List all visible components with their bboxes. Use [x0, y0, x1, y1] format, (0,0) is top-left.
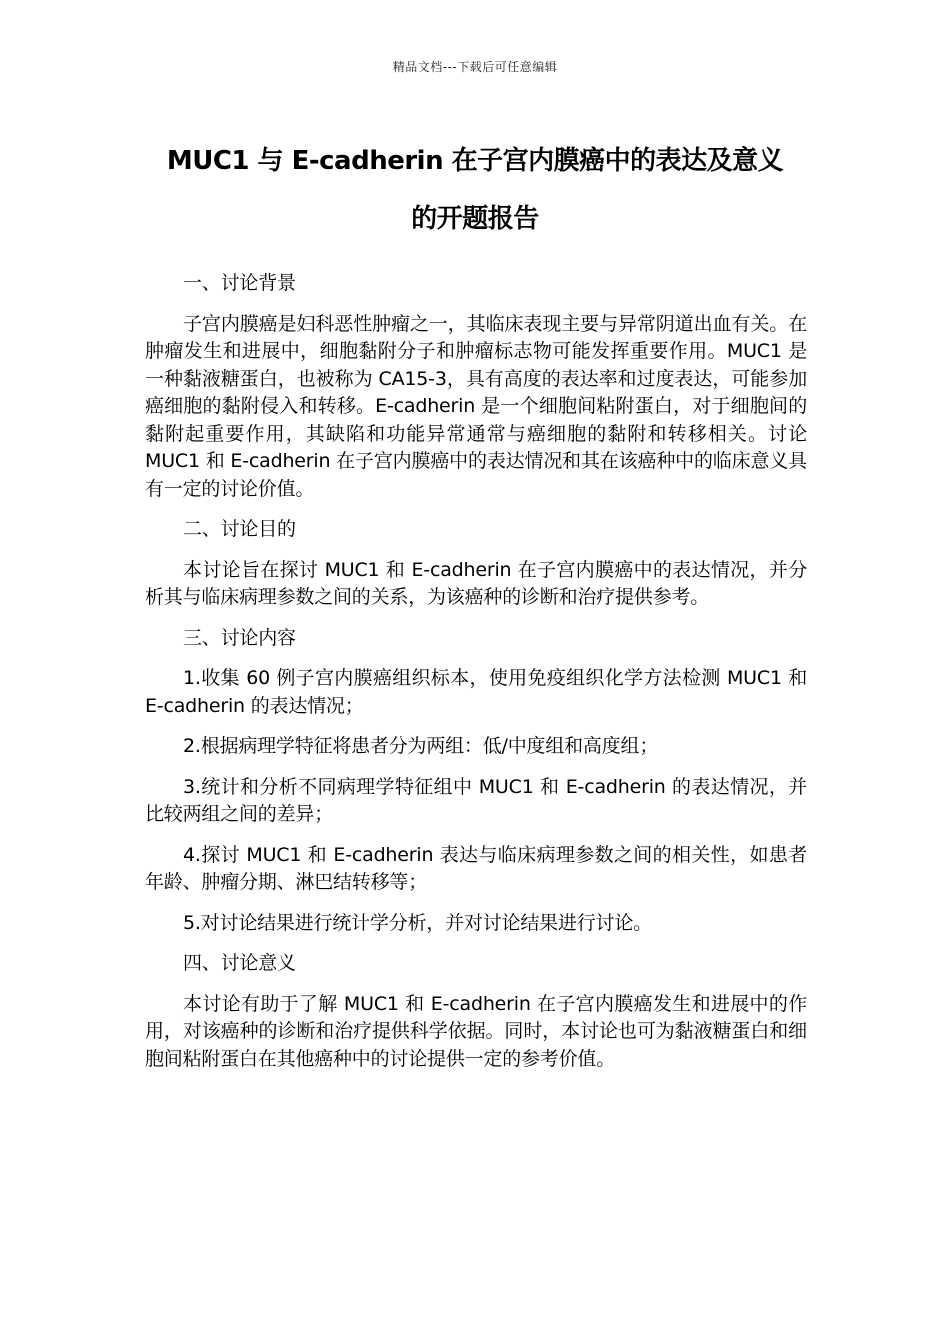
document-title-line-2: 的开题报告 — [411, 204, 539, 234]
content-item-5: 5.对讨论结果进行统计学分析，并对讨论结果进行讨论。 — [183, 911, 652, 934]
header-note: 精品文档---下载后可任意编辑 — [392, 60, 558, 74]
document-body — [145, 270, 807, 1086]
content-item-4: 4.探讨 MUC1 和 E-cadherin 表达与临床病理参数之间的相关性，如患者年龄、肿瘤分期、淋巴结转移等； — [145, 843, 807, 893]
paragraph-significance: 本讨论有助于了解 MUC1 和 E-cadherin 在子宫内膜癌发生和进展中的作用，对该癌种的诊断和治疗提供科学依据。同时，本讨论也可为黏液糖蛋白和细胞间粘附蛋白在其他癌种中的讨论提供一定的参考价值。 — [145, 992, 807, 1070]
paragraph-background: 子宫内膜癌是妇科恶性肿瘤之一，其临床表现主要与异常阴道出血有关。在肿瘤发生和进展中，细胞黏附分子和肿瘤标志物可能发挥重要作用。MUC1 是一种黏液糖蛋白，也被称为 CA15-3，具有高度的表达率和过度表达，可能参加癌细胞的黏附侵入和转移。E-cadherin 是一个细胞间粘附蛋白，对于细胞间的黏附起重要作用，其缺陷和功能异常通常与癌细胞的黏附和转移相关。讨论 MUC1 和 E-cadherin 在子宫内膜癌中的表达情况和其在该癌种中的临床意义具有一定的讨论价值。 — [145, 312, 807, 500]
section-heading-significance: 四、讨论意义 — [183, 952, 296, 974]
section-heading-background: 一、讨论背景 — [183, 272, 296, 294]
document-title — [120, 132, 830, 248]
content-item-2: 2.根据病理学特征将患者分为两组：低/中度组和高度组； — [183, 735, 659, 757]
content-item-1: 1.收集 60 例子宫内膜癌组织标本，使用免疫组织化学方法检测 MUC1 和 E-cadherin 的表达情况； — [145, 667, 807, 717]
document-title-line-1: MUC1 与 E-cadherin 在子宫内膜癌中的表达及意义 — [166, 146, 784, 176]
paragraph-purpose: 本讨论旨在探讨 MUC1 和 E-cadherin 在子宫内膜癌中的表达情况，并分析其与临床病理参数之间的关系，为该癌种的诊断和治疗提供参考。 — [145, 558, 807, 608]
content-item-3: 3.统计和分析不同病理学特征组中 MUC1 和 E-cadherin 的表达情况，并比较两组之间的差异； — [145, 775, 807, 825]
section-heading-purpose: 二、讨论目的 — [183, 518, 296, 540]
section-heading-content: 三、讨论内容 — [183, 626, 296, 649]
